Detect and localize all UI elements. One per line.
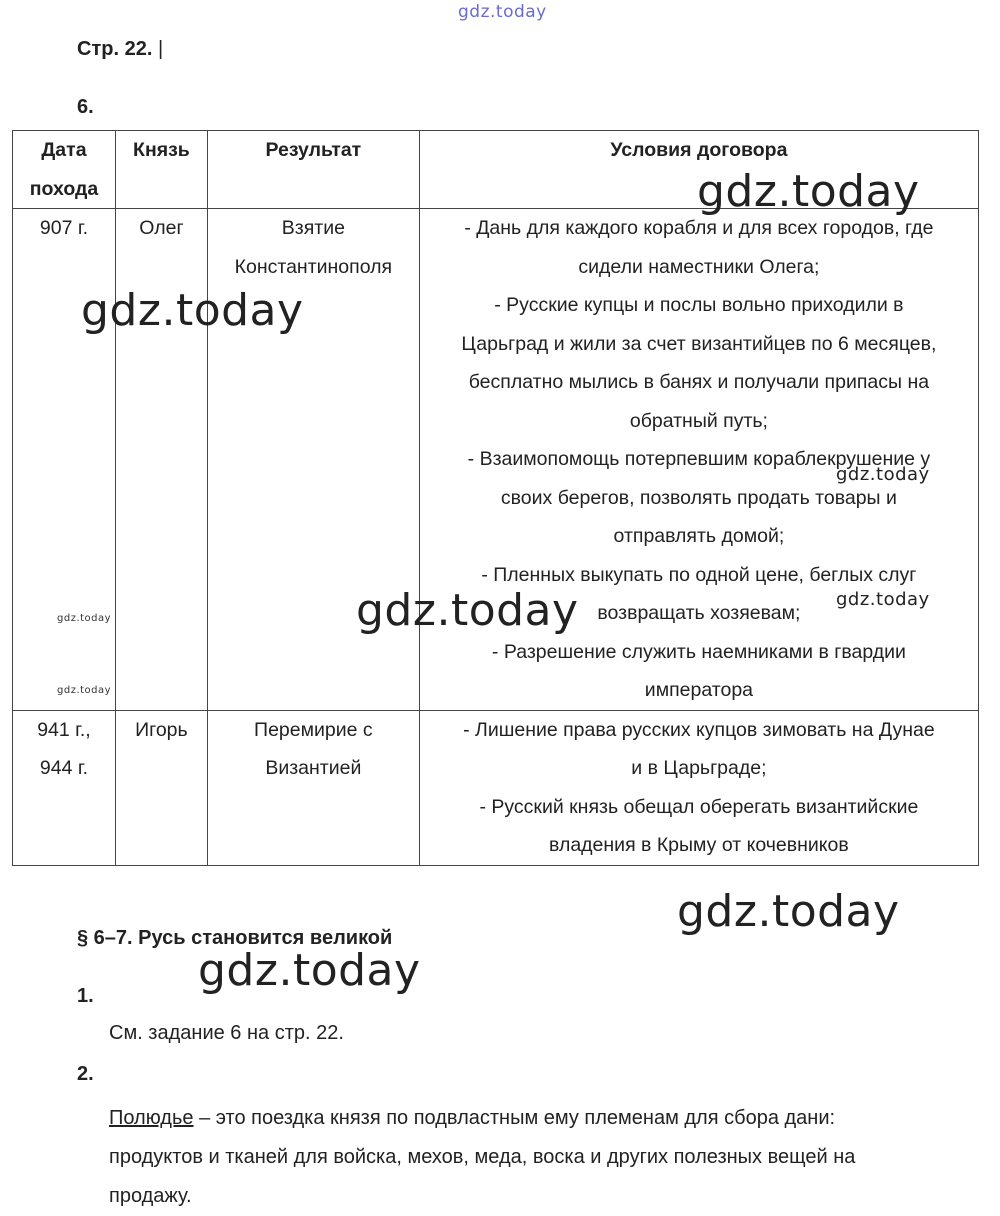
cell-prince: Игорь xyxy=(115,710,207,865)
watermark: gdz.today xyxy=(836,464,930,485)
watermark-top: gdz.today xyxy=(458,2,547,22)
watermark: gdz.today xyxy=(57,613,112,624)
watermark: gdz.today xyxy=(677,886,900,937)
question-2-number: 2. xyxy=(77,1063,94,1085)
table-row xyxy=(13,710,979,865)
watermark: gdz.today xyxy=(81,285,304,336)
term-polyudye: Полюдье xyxy=(109,1107,194,1129)
task-number: 6. xyxy=(77,96,94,118)
header-conditions: Условия договора xyxy=(419,131,978,209)
question-1-number: 1. xyxy=(77,985,94,1007)
header-result: Результат xyxy=(207,131,419,209)
cell-date: 941 г., 944 г. xyxy=(13,710,116,865)
watermark: gdz.today xyxy=(836,589,930,610)
treaty-table xyxy=(12,130,979,866)
watermark: gdz.today xyxy=(57,685,112,696)
question-2-text: Полюдье – это поездка князя по подвластным ему племенам для сбора дани: продуктов и тканей для войска, мехов, меда, воска и других полезных вещей на продажу. xyxy=(109,1107,856,1207)
cell-conditions: - Дань для каждого корабля и для всех городов, где сидели наместники Олега; - Русские купцы и послы вольно приходили в Царьград и жили за счет византийцев по 6 месяцев, бесплатно мылись в банях и получали припасы на обратный путь; - Взаимопомощь потерпевшим кораблекрушение у своих берегов, позволять продать товары и отправлять домой; - Пленных выкупать по одной цене, беглых слуг возвращать хозяевам; - Разрешение служить наемниками в гвардии императора xyxy=(419,209,978,711)
header-date: Дата похода xyxy=(13,131,116,209)
cell-date: 907 г. xyxy=(13,209,116,711)
header-prince: Князь xyxy=(115,131,207,209)
question-1-text: См. задание 6 на стр. 22. xyxy=(109,1022,344,1044)
watermark: gdz.today xyxy=(697,166,920,217)
cell-result: Взятие Константинополя xyxy=(207,209,419,711)
section-title: § 6–7. Русь становится великой xyxy=(77,927,393,949)
page-reference: Стр. 22. | xyxy=(77,38,164,60)
watermark: gdz.today xyxy=(198,945,421,996)
watermark: gdz.today xyxy=(356,585,579,636)
cell-result: Перемирие с Византией xyxy=(207,710,419,865)
cell-prince: Олег xyxy=(115,209,207,711)
cell-conditions: - Лишение права русских купцов зимовать на Дунае и в Царьграде; - Русский князь обещал оберегать византийские владения в Крыму от кочевников xyxy=(419,710,978,865)
